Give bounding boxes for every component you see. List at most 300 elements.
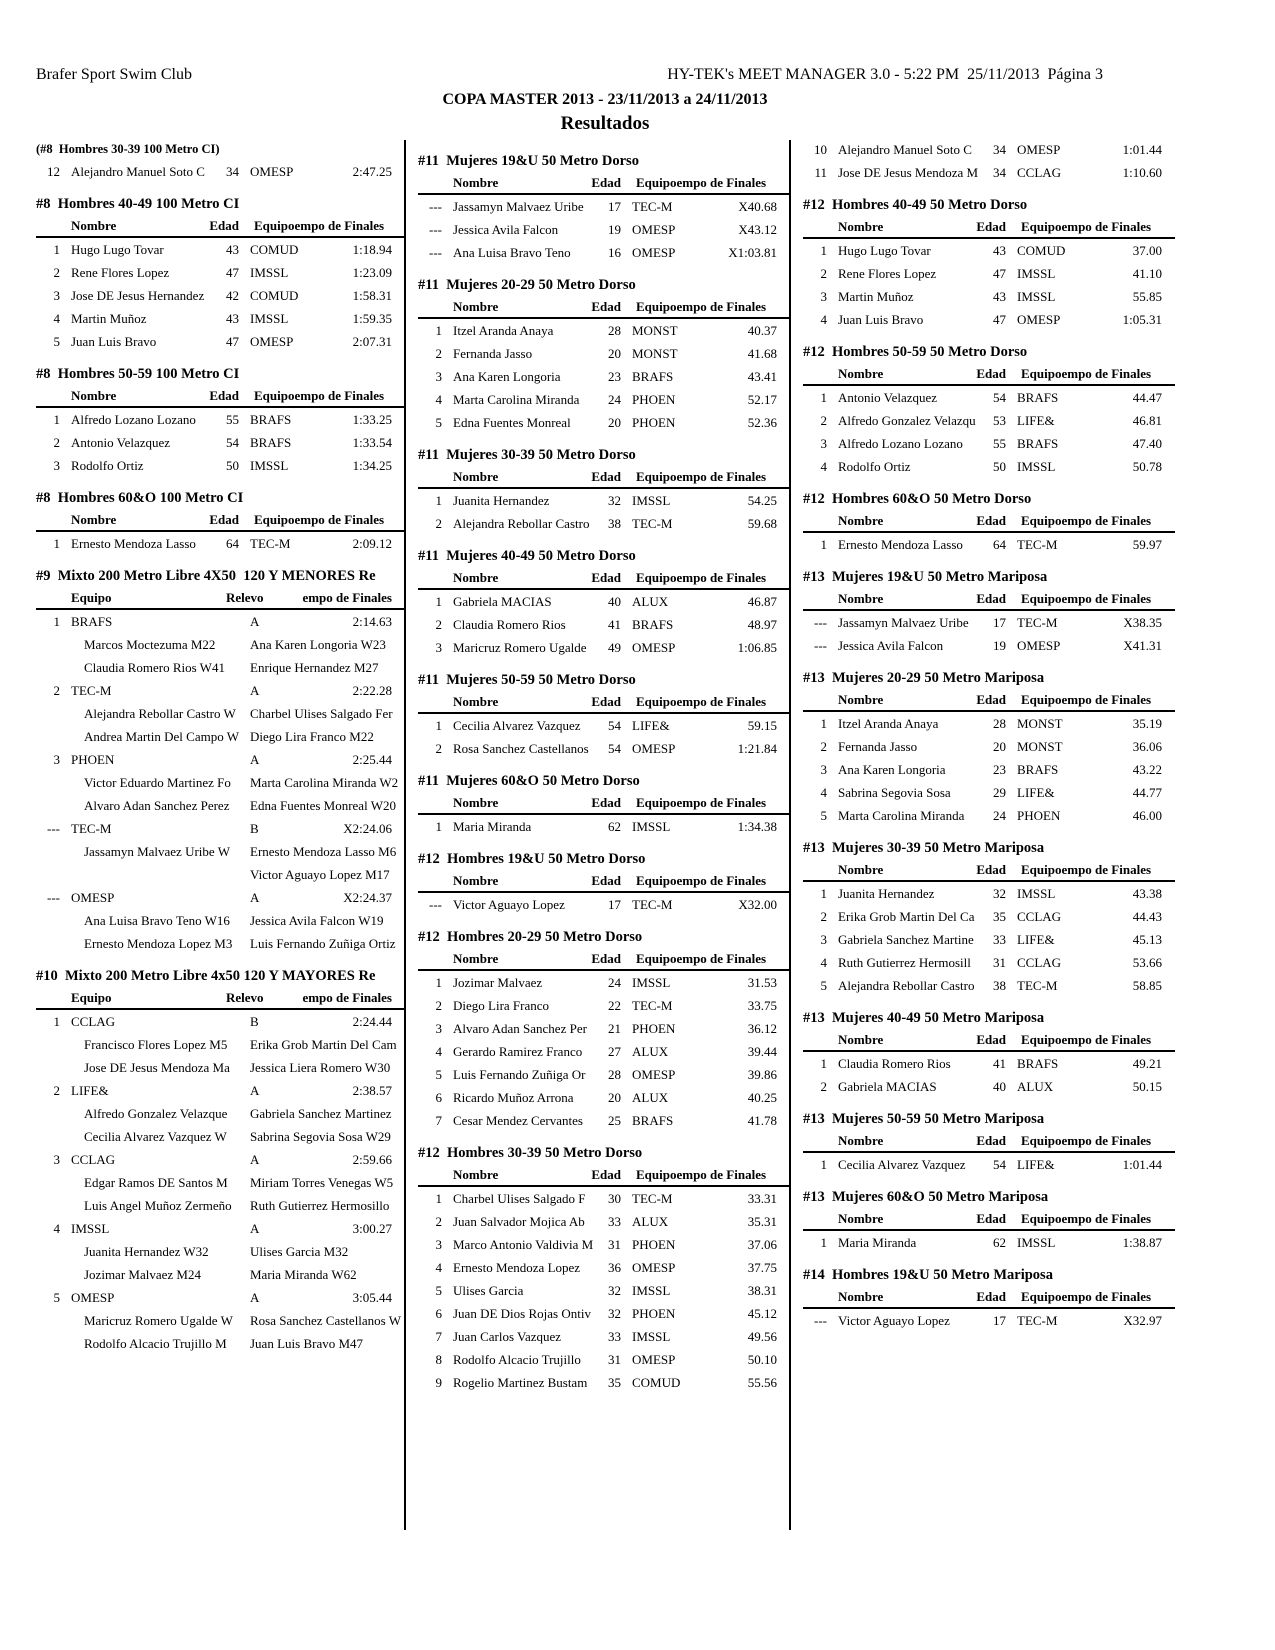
- result-row: [418, 218, 790, 241]
- place: 2: [435, 346, 442, 361]
- swimmer: Ana Karen Longoria W23: [250, 637, 386, 652]
- column-header: [418, 870, 790, 893]
- header-team-time: Equipoempo de Finales: [636, 1167, 767, 1182]
- place: 1: [435, 718, 442, 733]
- result-row: [803, 1153, 1175, 1176]
- swimmer-name: Jose DE Jesus Hernandez: [71, 288, 205, 303]
- result-row: [418, 1325, 790, 1348]
- swimmer-name: Jessica Avila Falcon: [453, 222, 559, 237]
- event-title: #12 Hombres 60&O 50 Metro Dorso: [803, 491, 1032, 507]
- swimmer-name: Itzel Aranda Anaya: [838, 716, 939, 731]
- header-age: Edad: [209, 388, 239, 403]
- place: 2: [820, 266, 827, 281]
- result-row: [418, 1109, 790, 1132]
- relay-letter: A: [250, 752, 260, 767]
- column-header: [803, 1286, 1175, 1309]
- team: TEC-M: [632, 998, 673, 1013]
- place: 5: [435, 1067, 442, 1082]
- team: BRAFS: [1017, 436, 1059, 451]
- place: 4: [820, 459, 827, 474]
- place: 5: [53, 334, 60, 349]
- team: TEC-M: [632, 516, 673, 531]
- header-team-time: Equipoempo de Finales: [1021, 366, 1152, 381]
- event-title: #12 Hombres 19&U 50 Metro Dorso: [418, 851, 646, 867]
- final-time: 2:14.63: [352, 614, 392, 629]
- place: 1: [820, 1056, 827, 1071]
- team: LIFE&: [1017, 1157, 1055, 1172]
- place: ---: [814, 638, 827, 653]
- team: OMESP: [250, 334, 294, 349]
- final-time: 1:01.44: [1122, 1157, 1162, 1172]
- age: 53: [993, 413, 1006, 428]
- final-time: 36.06: [1132, 739, 1162, 754]
- age: 49: [608, 640, 621, 655]
- result-row: [418, 1210, 790, 1233]
- result-row: [418, 1233, 790, 1256]
- age: 33: [993, 932, 1006, 947]
- header-relay: Relevo: [226, 990, 264, 1005]
- relay-letter: A: [250, 1221, 260, 1236]
- result-row: [803, 239, 1175, 262]
- swimmer: Ernesto Mendoza Lasso M6: [250, 844, 397, 859]
- age: 47: [993, 266, 1006, 281]
- result-row: [803, 781, 1175, 804]
- swimmer-name: Juanita Hernandez: [838, 886, 935, 901]
- final-time: X38.35: [1123, 615, 1162, 630]
- team: BRAFS: [250, 435, 292, 450]
- final-time: 1:34.38: [737, 819, 777, 834]
- swimmer-name: Cecilia Alvarez Vazquez: [838, 1157, 966, 1172]
- final-time: 1:34.25: [352, 458, 392, 473]
- swimmer-name: Juan DE Dios Rojas Ontiv: [453, 1306, 591, 1321]
- column-header: [418, 691, 790, 714]
- age: 35: [993, 909, 1006, 924]
- relay-swimmers-row: [36, 863, 405, 886]
- event-title: #13 Mujeres 40-49 50 Metro Mariposa: [803, 1010, 1045, 1026]
- age: 41: [608, 617, 621, 632]
- swimmer-name: Charbel Ulises Salgado F: [453, 1191, 586, 1206]
- result-row: [418, 1017, 790, 1040]
- event-block: [418, 546, 790, 659]
- place: ---: [47, 890, 60, 905]
- column-header: [36, 385, 405, 408]
- relay-swimmers-row: [36, 1171, 405, 1194]
- final-time: 49.21: [1132, 1056, 1162, 1071]
- place: 11: [814, 165, 827, 180]
- swimmer-name: Fernanda Jasso: [838, 739, 918, 754]
- result-row: [803, 928, 1175, 951]
- place: 3: [820, 932, 827, 947]
- result-row: [803, 634, 1175, 657]
- team-name: CCLAG: [71, 1014, 116, 1029]
- place: 2: [53, 683, 60, 698]
- relay-team-row: [36, 817, 405, 840]
- final-time: 2:38.57: [352, 1083, 392, 1098]
- swimmer: Miriam Torres Venegas W5: [250, 1175, 394, 1190]
- team: LIFE&: [632, 718, 670, 733]
- event-title: #14 Hombres 19&U 50 Metro Mariposa: [803, 1267, 1053, 1283]
- result-row: [36, 160, 405, 183]
- place: 1: [435, 975, 442, 990]
- swimmer-name: Rogelio Martinez Bustam: [453, 1375, 588, 1390]
- result-row: [803, 1075, 1175, 1098]
- swimmer-name: Antonio Velazquez: [71, 435, 171, 450]
- swimmer: Maricruz Romero Ugalde W: [84, 1313, 233, 1328]
- age: 34: [993, 165, 1006, 180]
- place: 1: [53, 614, 60, 629]
- event-title: #9 Mixto 200 Metro Libre 4X50 120 Y MENORES Re: [36, 568, 376, 584]
- team-name: CCLAG: [71, 1152, 116, 1167]
- header-age: Edad: [591, 175, 621, 190]
- relay-swimmers-row: [36, 1033, 405, 1056]
- team: MONST: [1017, 739, 1063, 754]
- swimmer-name: Marta Carolina Miranda: [838, 808, 965, 823]
- header-team: Equipo: [71, 590, 112, 605]
- event-block: [803, 1008, 1175, 1098]
- relay-team-row: [36, 679, 405, 702]
- swimmer: Jessica Avila Falcon W19: [250, 913, 384, 928]
- age: 35: [608, 1375, 621, 1390]
- result-row: [418, 994, 790, 1017]
- swimmer: Jozimar Malvaez M24: [84, 1267, 201, 1282]
- event-block: [803, 1265, 1175, 1332]
- header-name: Nombre: [453, 873, 499, 888]
- swimmer-name: Ernesto Mendoza Lopez: [453, 1260, 581, 1275]
- event-block: [803, 138, 1175, 184]
- place: 9: [435, 1375, 442, 1390]
- age: 24: [608, 392, 621, 407]
- event-block: [803, 195, 1175, 331]
- team: ALUX: [632, 594, 669, 609]
- swimmer: Marta Carolina Miranda W2: [250, 775, 399, 790]
- age: 40: [608, 594, 621, 609]
- header-time: empo de Finales: [302, 590, 392, 605]
- column-header: [36, 215, 405, 238]
- team: OMESP: [632, 640, 676, 655]
- age: 43: [993, 289, 1006, 304]
- event-title: #12 Hombres 30-39 50 Metro Dorso: [418, 1145, 643, 1161]
- swimmer: Ulises Garcia M32: [250, 1244, 349, 1259]
- team: TEC-M: [632, 897, 673, 912]
- result-row: [36, 408, 405, 431]
- swimmer-name: Ricardo Muñoz Arrona: [453, 1090, 574, 1105]
- result-row: [803, 455, 1175, 478]
- relay-letter: B: [250, 1014, 259, 1029]
- column-header: [418, 172, 790, 195]
- header-name: Nombre: [453, 175, 499, 190]
- swimmer-name: Ernesto Mendoza Lasso: [838, 537, 963, 552]
- place: ---: [429, 897, 442, 912]
- final-time: 45.13: [1132, 932, 1162, 947]
- result-row: [36, 261, 405, 284]
- header-age: Edad: [976, 513, 1006, 528]
- header-name: Nombre: [838, 1032, 884, 1047]
- final-time: 2:07.31: [352, 334, 392, 349]
- header-age: Edad: [976, 1289, 1006, 1304]
- age: 55: [993, 436, 1006, 451]
- swimmer: Luis Fernando Zuñiga Ortiz: [250, 936, 396, 951]
- age: 33: [608, 1214, 621, 1229]
- team: OMESP: [632, 245, 676, 260]
- final-time: 31.53: [747, 975, 777, 990]
- swimmer-name: Alvaro Adan Sanchez Per: [453, 1021, 587, 1036]
- header-age: Edad: [591, 694, 621, 709]
- relay-letter: A: [250, 1083, 260, 1098]
- relay-letter: A: [250, 614, 260, 629]
- swimmer-name: Maria Miranda: [453, 819, 532, 834]
- final-time: 2:59.66: [352, 1152, 392, 1167]
- age: 29: [993, 785, 1006, 800]
- result-row: [803, 409, 1175, 432]
- result-row: [418, 815, 790, 838]
- place: 5: [53, 1290, 60, 1305]
- header-age: Edad: [976, 862, 1006, 877]
- age: 32: [608, 1283, 621, 1298]
- team: LIFE&: [1017, 413, 1055, 428]
- column-header: [803, 689, 1175, 712]
- age: 41: [993, 1056, 1006, 1071]
- event-block: [36, 364, 405, 477]
- header-age: Edad: [591, 570, 621, 585]
- relay-swimmers-row: [36, 1240, 405, 1263]
- relay-swimmers-row: [36, 794, 405, 817]
- place: ---: [429, 245, 442, 260]
- final-time: 53.66: [1132, 955, 1162, 970]
- place: ---: [429, 199, 442, 214]
- team: TEC-M: [1017, 1313, 1058, 1328]
- age: 54: [226, 435, 239, 450]
- place: 1: [820, 886, 827, 901]
- header-team-time: Equipoempo de Finales: [1021, 1289, 1152, 1304]
- event-block: [418, 849, 790, 916]
- swimmer-name: Ana Luisa Bravo Teno: [453, 245, 571, 260]
- age: 47: [226, 265, 239, 280]
- result-row: [418, 319, 790, 342]
- relay-swimmers-row: [36, 1263, 405, 1286]
- header-age: Edad: [591, 951, 621, 966]
- place: 3: [820, 289, 827, 304]
- team: LIFE&: [1017, 785, 1055, 800]
- final-time: 1:05.31: [1122, 312, 1162, 327]
- relay-swimmers-row: [36, 633, 405, 656]
- result-row: [803, 804, 1175, 827]
- header-age: Edad: [976, 366, 1006, 381]
- swimmer: Jassamyn Malvaez Uribe W: [84, 844, 230, 859]
- team: MONST: [632, 323, 678, 338]
- team: OMESP: [1017, 312, 1061, 327]
- header-team-time: Equipoempo de Finales: [1021, 692, 1152, 707]
- place: 3: [53, 752, 60, 767]
- team: IMSSL: [1017, 266, 1056, 281]
- header-team-time: Equipoempo de Finales: [636, 469, 767, 484]
- swimmer: Charbel Ulises Salgado Fer: [250, 706, 393, 721]
- result-row: [418, 365, 790, 388]
- result-row: [803, 285, 1175, 308]
- result-row: [803, 308, 1175, 331]
- age: 36: [608, 1260, 621, 1275]
- swimmer-name: Alejandro Manuel Soto C: [838, 142, 972, 157]
- final-time: 46.00: [1132, 808, 1162, 823]
- swimmer-name: Jassamyn Malvaez Uribe: [838, 615, 969, 630]
- final-time: 45.12: [747, 1306, 777, 1321]
- final-time: 1:33.25: [352, 412, 392, 427]
- team: COMUD: [632, 1375, 681, 1390]
- place: 2: [820, 909, 827, 924]
- swimmer-name: Rodolfo Ortiz: [71, 458, 144, 473]
- event-block: [803, 1109, 1175, 1176]
- result-row: [803, 138, 1175, 161]
- age: 54: [608, 718, 621, 733]
- column-header: [803, 510, 1175, 533]
- final-time: 1:10.60: [1122, 165, 1162, 180]
- age: 16: [608, 245, 621, 260]
- place: 3: [820, 762, 827, 777]
- age: 33: [608, 1329, 621, 1344]
- swimmer: Luis Angel Muñoz Zermeño: [84, 1198, 232, 1213]
- age: 34: [226, 164, 239, 179]
- age: 25: [608, 1113, 621, 1128]
- final-time: 43.38: [1132, 886, 1162, 901]
- team-name: PHOEN: [71, 752, 115, 767]
- header-name: Nombre: [838, 366, 884, 381]
- age: 21: [608, 1021, 621, 1036]
- place: 3: [820, 436, 827, 451]
- swimmer-name: Rene Flores Lopez: [838, 266, 937, 281]
- place: 4: [53, 311, 60, 326]
- final-time: X32.00: [738, 897, 777, 912]
- swimmer-name: Gerardo Ramirez Franco: [453, 1044, 583, 1059]
- team: OMESP: [1017, 638, 1061, 653]
- result-row: [803, 735, 1175, 758]
- age: 50: [993, 459, 1006, 474]
- header-team-time: Equipoempo de Finales: [1021, 1133, 1152, 1148]
- event-title: (#8 Hombres 30-39 100 Metro CI): [36, 142, 220, 156]
- place: 3: [435, 1021, 442, 1036]
- result-row: [418, 1371, 790, 1394]
- swimmer-name: Jozimar Malvaez: [453, 975, 543, 990]
- swimmer-name: Victor Aguayo Lopez: [453, 897, 565, 912]
- swimmer-name: Cecilia Alvarez Vazquez: [453, 718, 581, 733]
- event-block: [803, 489, 1175, 556]
- final-time: 3:00.27: [352, 1221, 392, 1236]
- age: 23: [608, 369, 621, 384]
- swimmer: Gabriela Sanchez Martinez: [250, 1106, 392, 1121]
- age: 42: [226, 288, 239, 303]
- header-team-time: Equipoempo de Finales: [636, 951, 767, 966]
- column-header: [36, 587, 405, 610]
- relay-team-row: [36, 748, 405, 771]
- place: 2: [435, 516, 442, 531]
- relay-swimmers-row: [36, 1125, 405, 1148]
- final-time: 1:33.54: [352, 435, 392, 450]
- swimmer-name: Ulises Garcia: [453, 1283, 524, 1298]
- relay-swimmers-row: [36, 909, 405, 932]
- result-row: [418, 1086, 790, 1109]
- header-name: Nombre: [838, 513, 884, 528]
- team: TEC-M: [1017, 978, 1058, 993]
- place: 1: [820, 243, 827, 258]
- header-team-time: Equipoempo de Finales: [636, 175, 767, 190]
- relay-letter: A: [250, 890, 260, 905]
- result-row: [803, 882, 1175, 905]
- column-header: [803, 363, 1175, 386]
- relay-swimmers-row: [36, 1056, 405, 1079]
- final-time: 1:18.94: [352, 242, 392, 257]
- header-age: Edad: [976, 1032, 1006, 1047]
- result-row: [418, 1187, 790, 1210]
- result-row: [418, 737, 790, 760]
- final-time: 2:09.12: [352, 536, 392, 551]
- final-time: 38.31: [747, 1283, 777, 1298]
- relay-swimmers-row: [36, 840, 405, 863]
- final-time: 1:23.09: [352, 265, 392, 280]
- event-block: [36, 488, 405, 555]
- swimmer: Marcos Moctezuma M22: [84, 637, 216, 652]
- swimmer-name: Gabriela MACIAS: [838, 1079, 937, 1094]
- swimmer: Jose DE Jesus Mendoza Ma: [84, 1060, 230, 1075]
- age: 28: [608, 1067, 621, 1082]
- header-team-time: Equipoempo de Finales: [636, 299, 767, 314]
- result-row: [803, 1309, 1175, 1332]
- event-title: #8 Hombres 50-59 100 Metro CI: [36, 366, 240, 382]
- team: TEC-M: [632, 1191, 673, 1206]
- column-header: [36, 987, 405, 1010]
- software-info: HY-TEK's MEET MANAGER 3.0 - 5:22 PM 25/11/2013 Página 3: [667, 66, 1103, 83]
- place: 10: [814, 142, 827, 157]
- place: 1: [820, 1235, 827, 1250]
- result-row: [418, 590, 790, 613]
- relay-team-row: [36, 1010, 405, 1033]
- swimmer-name: Luis Fernando Zuñiga Or: [453, 1067, 586, 1082]
- swimmer: Maria Miranda W62: [250, 1267, 357, 1282]
- place: 4: [435, 392, 442, 407]
- team: BRAFS: [1017, 390, 1059, 405]
- final-time: 50.78: [1132, 459, 1162, 474]
- age: 30: [608, 1191, 621, 1206]
- swimmer-name: Diego Lira Franco: [453, 998, 550, 1013]
- place: 2: [435, 617, 442, 632]
- result-row: [36, 431, 405, 454]
- header-age: Edad: [209, 512, 239, 527]
- place: 1: [820, 716, 827, 731]
- relay-letter: A: [250, 1290, 260, 1305]
- column-header: [803, 1208, 1175, 1231]
- place: 3: [435, 1237, 442, 1252]
- relay-swimmers-row: [36, 771, 405, 794]
- team: IMSSL: [632, 1283, 671, 1298]
- place: ---: [429, 222, 442, 237]
- swimmer: Enrique Hernandez M27: [250, 660, 379, 675]
- final-time: 43.22: [1132, 762, 1162, 777]
- place: 4: [53, 1221, 60, 1236]
- team: CCLAG: [1017, 955, 1062, 970]
- age: 20: [608, 346, 621, 361]
- final-time: X2:24.37: [343, 890, 392, 905]
- header-name: Nombre: [838, 1211, 884, 1226]
- relay-letter: A: [250, 1152, 260, 1167]
- swimmer-name: Martin Muñoz: [838, 289, 914, 304]
- header-age: Edad: [591, 1167, 621, 1182]
- relay-team-row: [36, 1286, 405, 1309]
- age: 43: [226, 311, 239, 326]
- team: OMESP: [250, 164, 294, 179]
- swimmer: Rosa Sanchez Castellanos W: [250, 1313, 402, 1328]
- place: ---: [814, 615, 827, 630]
- final-time: 33.75: [747, 998, 777, 1013]
- relay-swimmers-row: [36, 702, 405, 725]
- team: TEC-M: [632, 199, 673, 214]
- swimmer: Erika Grob Martin Del Cam: [250, 1037, 397, 1052]
